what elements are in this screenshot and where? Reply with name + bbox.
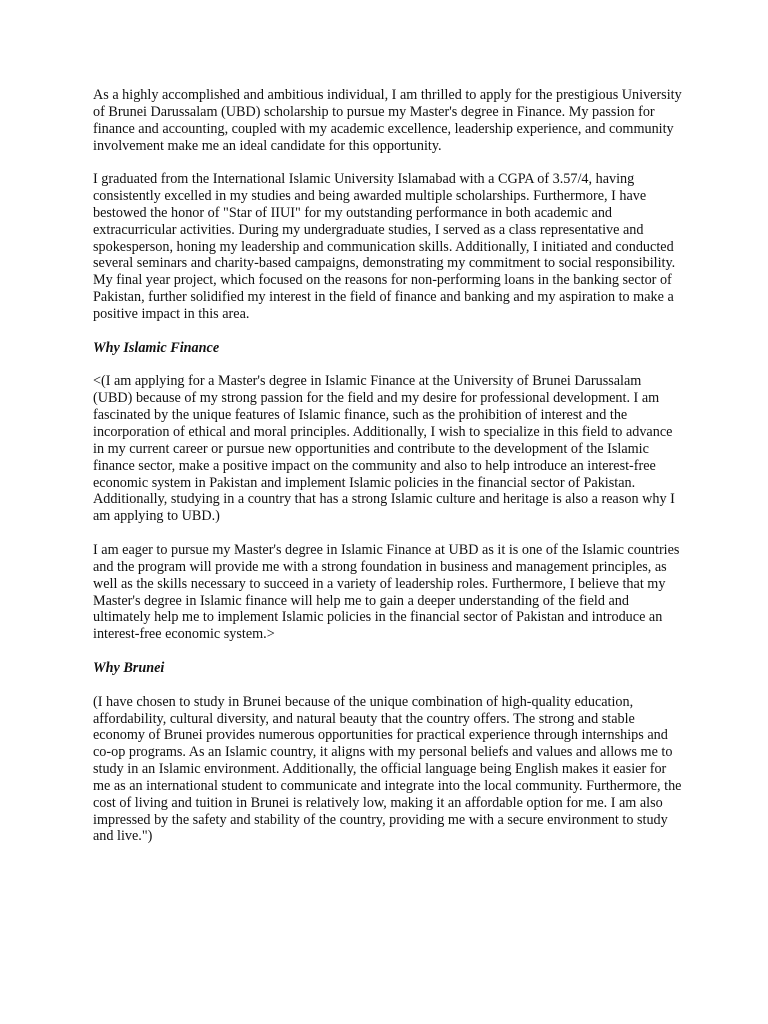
document-page [93, 87, 683, 862]
intro-paragraph: As a highly accomplished and ambitious individual, I am thrilled to apply for the prestigious University of Brunei Darussalam (UBD) scholarship to pursue my Master's degree in Finance. My passion for finance and accounting, coupled with my academic excellence, leadership experience, and community involvement make me an ideal candidate for this opportunity. [93, 87, 682, 154]
section-heading-islamic-finance: Why Islamic Finance [93, 339, 220, 356]
education-paragraph: I graduated from the International Islamic University Islamabad with a CGPA of 3.57/4, having consistently excelled in my studies and being awarded multiple scholarships. Furthermore, I have bestowed the honor of "Star of IIUI" for my outstanding performance in both academic and extracurricular activities. During my undergraduate studies, I served as a class representative and spokesperson, honing my leadership and communication skills. Additionally, I initiated and conducted several seminars and charity-based campaigns, demonstrating my commitment to social responsibility. My final year project, which focused on the reasons for non-performing loans in the banking sector of Pakistan, further solidified my interest in the field of finance and banking and my aspiration to make a positive impact in this area. [93, 171, 676, 323]
islamic-finance-paragraph-2: I am eager to pursue my Master's degree in Islamic Finance at UBD as it is one of the Islamic countries and the program will provide me with a strong foundation in business and management principles, as well as the skills necessary to succeed in a variety of leadership roles. Furthermore, I believe that my Master's degree in Islamic finance will help me to gain a deeper understanding of the field and ultimately help me to implement Islamic policies in the financial sector of Pakistan and introduce an interest-free economic system.> [93, 541, 680, 643]
brunei-paragraph: (I have chosen to study in Brunei because of the unique combination of high-quality education, affordability, cultural diversity, and natural beauty that the country offers. The strong and stable economy of Brunei provides numerous opportunities for practical experience through internships and co-op programs. As an Islamic country, it aligns with my personal beliefs and values and allows me to study in an Islamic environment. Additionally, the official language being English makes it easier for me as an international student to communicate and integrate into the local community. Furthermore, the cost of living and tuition in Brunei is relatively low, making it an affordable option for me. I am also impressed by the safety and stability of the country, providing me with a secure environment to study and live.") [93, 693, 682, 845]
islamic-finance-paragraph-1: <(I am applying for a Master's degree in Islamic Finance at the University of Brunei Darussalam (UBD) because of my strong passion for the field and my desire for professional development. I am fascinated by the unique features of Islamic finance, such as the prohibition of interest and the incorporation of ethical and moral principles. Additionally, I wish to specialize in this field to advance in my current career or pursue new opportunities and contribute to the development of the Islamic finance sector, make a positive impact on the community and also to help introduce an interest-free economic system in Pakistan and implement Islamic policies in the financial sector of Pakistan. Additionally, studying in a country that has a strong Islamic culture and heritage is also a reason why I am applying to UBD.) [93, 373, 675, 525]
section-heading-brunei: Why Brunei [93, 659, 165, 676]
